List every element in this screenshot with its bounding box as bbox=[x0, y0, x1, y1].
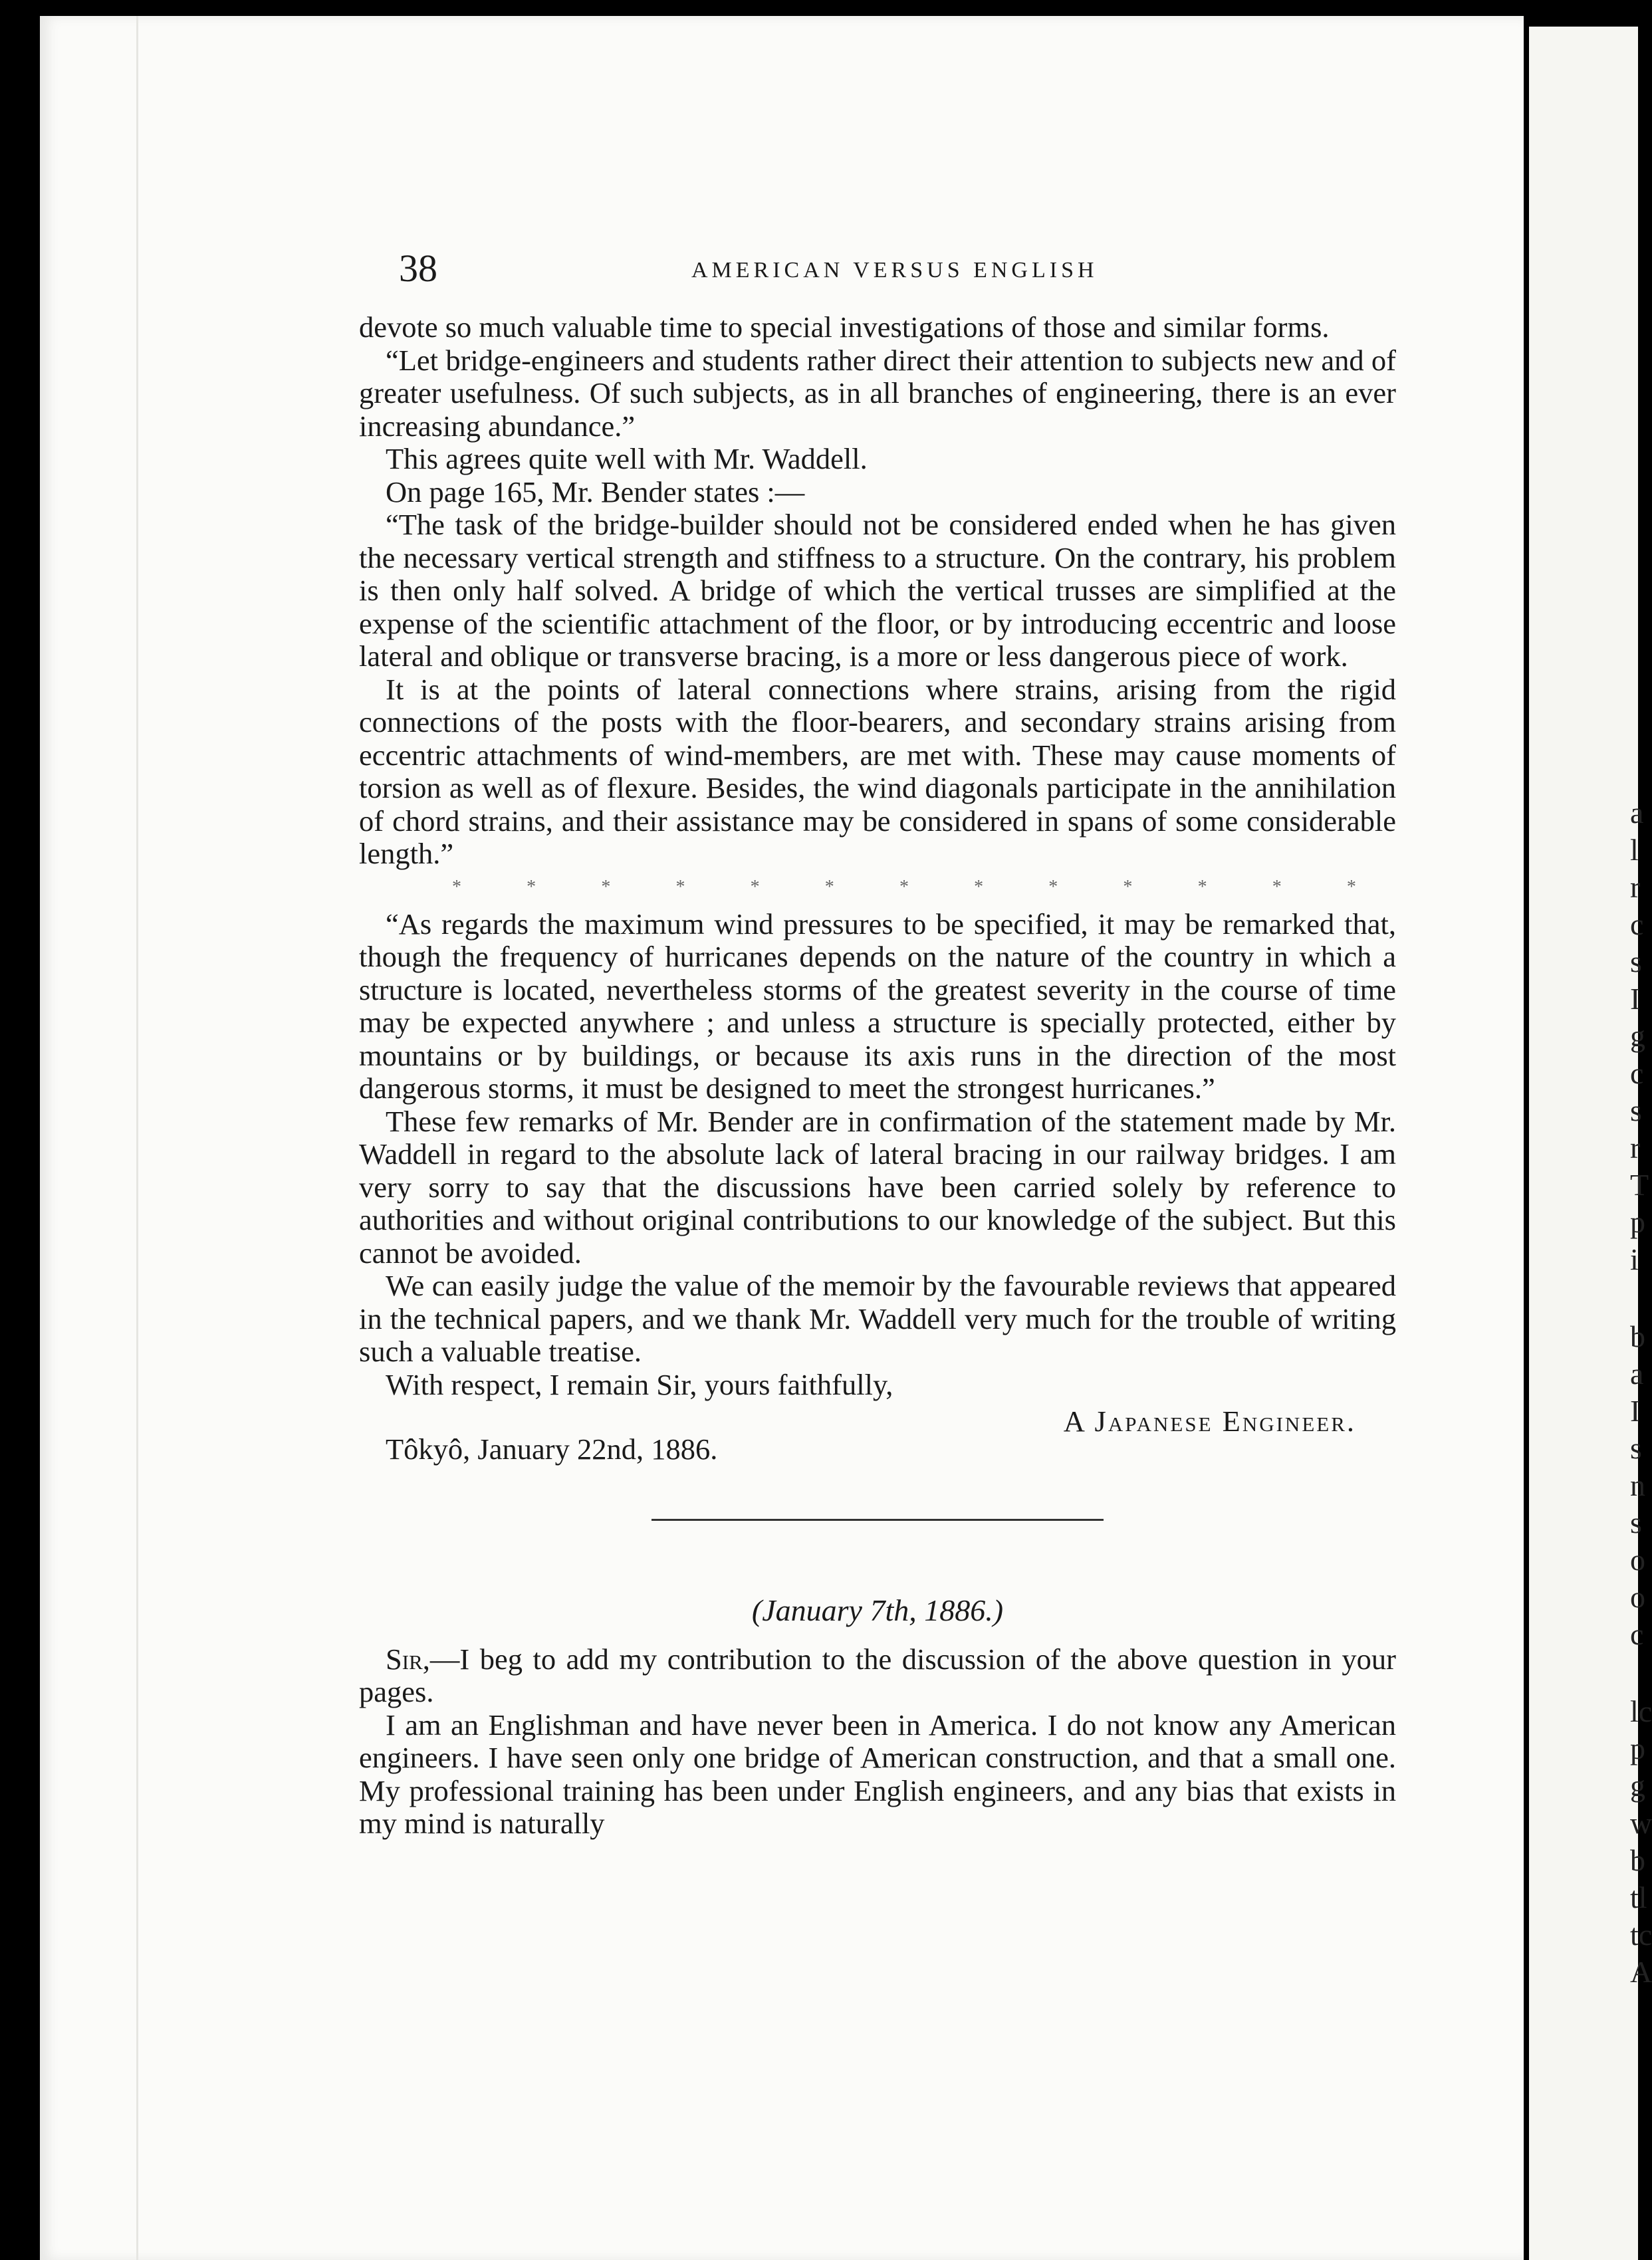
paragraph: This agrees quite well with Mr. Waddell. bbox=[386, 442, 868, 475]
page-number: 38 bbox=[399, 247, 437, 290]
adjacent-page-letter: p bbox=[1630, 1205, 1645, 1239]
quote-paragraph: “As regards the maximum wind pressures to be specified, it may be remarked that, though the frequency of hurricanes depends on the nature of the country in which a structure is located, nevertheless storms of the greatest severity in the course of time may be expected anywhere ; and unless a structure is specially protected, either by mountains or by buildings, or because its axis runs in the direction of the most dangerous storms, it must be designed to meet the strongest hurricanes.” bbox=[359, 907, 1396, 1105]
adjacent-page-letter: w bbox=[1630, 1806, 1652, 1840]
asterisk: * bbox=[1048, 876, 1058, 897]
letter-signature: A Japanese Engineer. bbox=[1063, 1405, 1356, 1438]
adjacent-page-letter: c bbox=[1630, 907, 1644, 941]
adjacent-page-letter: A bbox=[1630, 1955, 1652, 1989]
page-header bbox=[0, 246, 1638, 292]
adjacent-page-letter: I bbox=[1630, 982, 1641, 1016]
adjacent-page-letter: a bbox=[1630, 796, 1644, 830]
paragraph bbox=[359, 1643, 1396, 1709]
adjacent-page-letter: T bbox=[1630, 1168, 1649, 1202]
adjacent-page-letter: s bbox=[1630, 1093, 1642, 1127]
asterisk: * bbox=[1272, 876, 1282, 897]
asterisk: * bbox=[750, 876, 760, 897]
asterisk: * bbox=[824, 876, 834, 897]
adjacent-page-letter: b bbox=[1630, 1319, 1645, 1353]
asterisk: * bbox=[601, 876, 611, 897]
letter-closing: With respect, I remain Sir, yours faithfully, bbox=[386, 1367, 893, 1401]
paragraph: On page 165, Mr. Bender states :— bbox=[386, 475, 805, 508]
letter-place-date: Tôkyô, January 22nd, 1886. bbox=[386, 1432, 718, 1466]
asterisk: * bbox=[899, 876, 909, 897]
adjacent-page-letter: s bbox=[1630, 1431, 1642, 1465]
adjacent-page-letter: g bbox=[1630, 1769, 1645, 1803]
adjacent-page-letter: a bbox=[1630, 1357, 1644, 1391]
adjacent-page-letter: p bbox=[1630, 1732, 1645, 1765]
adjacent-page-letter: o bbox=[1630, 1543, 1645, 1577]
asterisk: * bbox=[974, 876, 984, 897]
paragraph-text: —I beg to add my contribution to the discussion of the above question in your pages. bbox=[359, 1642, 1396, 1708]
adjacent-page-letter: c bbox=[1630, 1056, 1644, 1090]
asterisk: * bbox=[1123, 876, 1133, 897]
asterism-ellipsis bbox=[359, 871, 1396, 908]
adjacent-page-letter: s bbox=[1630, 945, 1642, 978]
paragraph: I am an Englishman and have never been in America. I do not know any American engineers. I have seen only one bridge of American construction, and that a small one. My professional training has been under English engineers, and any bias that exists in my mind is naturally bbox=[359, 1708, 1396, 1840]
page-body bbox=[359, 311, 1396, 1841]
asterisk: * bbox=[1346, 876, 1356, 897]
adjacent-page-letter: g bbox=[1630, 1019, 1645, 1053]
adjacent-page-letter: n bbox=[1630, 1468, 1645, 1502]
section-date-heading: (January 7th, 1886.) bbox=[751, 1593, 1004, 1627]
paragraph: These few remarks of Mr. Bender are in confirmation of the statement made by Mr. Waddell in regard to the absolute lack of lateral bracing in our railway bridges. I am very sorry to say that the discussions have been carried solely by reference to authorities and without original contributions to our knowledge of the subject. But this cannot be avoided. bbox=[359, 1104, 1396, 1270]
asterisk: * bbox=[527, 876, 536, 897]
adjacent-page-letter: b bbox=[1630, 1843, 1645, 1877]
section-divider bbox=[651, 1519, 1104, 1521]
adjacent-page-letter: l bbox=[1630, 833, 1639, 867]
adjacent-page-letter: o bbox=[1630, 1580, 1645, 1614]
asterisk: * bbox=[452, 876, 461, 897]
adjacent-page-letter: tc bbox=[1630, 1918, 1652, 1952]
adjacent-page-letter: I bbox=[1630, 1394, 1641, 1428]
quote-paragraph: “The task of the bridge-builder should not be considered ended when he has given the necessary vertical strength and stiffness to a structure. On the contrary, his problem is then only half solved. A bridge of which the vertical trusses are simplified at the expense of the scientific attachment of the floor, or by introducing eccentric and loose lateral and oblique or transverse bracing, is a more or less dangerous piece of work. bbox=[359, 508, 1396, 673]
asterisk: * bbox=[675, 876, 685, 897]
adjacent-page-letter: c bbox=[1630, 1617, 1644, 1651]
adjacent-page-letter: tl bbox=[1630, 1880, 1647, 1914]
adjacent-page-letter: r bbox=[1630, 870, 1641, 904]
running-head: AMERICAN VERSUS ENGLISH bbox=[691, 258, 1098, 282]
paragraph: devote so much valuable time to special investigations of those and similar forms. bbox=[359, 310, 1330, 344]
adjacent-page-letter: lc bbox=[1630, 1694, 1652, 1728]
asterisk: * bbox=[1197, 876, 1207, 897]
adjacent-page-letter: s bbox=[1630, 1506, 1642, 1539]
adjacent-page-letter: i bbox=[1630, 1242, 1639, 1276]
page-gutter-edge bbox=[136, 16, 138, 2260]
adjacent-page-letter: r bbox=[1630, 1131, 1641, 1165]
salutation: Sir, bbox=[386, 1642, 430, 1676]
adjacent-page-fragment bbox=[1529, 27, 1652, 2260]
quote-paragraph: It is at the points of lateral connections where strains, arising from the rigid connections of the posts with the floor-bearers, and secondary strains arising from eccentric attachments of wind-members, are met with. These may cause moments of torsion as well as of flexure. Besides, the wind diagonals participate in the annihilation of chord strains, and their assistance may be considered in spans of some considerable length.” bbox=[359, 672, 1396, 870]
paragraph: We can easily judge the value of the memoir by the favourable reviews that appeared in the technical papers, and we thank Mr. Waddell very much for the trouble of writing such a valuable treatise. bbox=[359, 1269, 1396, 1368]
paragraph: “Let bridge-engineers and students rather direct their attention to subjects new and of greater usefulness. Of such subjects, as in all branches of engineering, there is an ever increasing abundance.” bbox=[359, 343, 1396, 443]
